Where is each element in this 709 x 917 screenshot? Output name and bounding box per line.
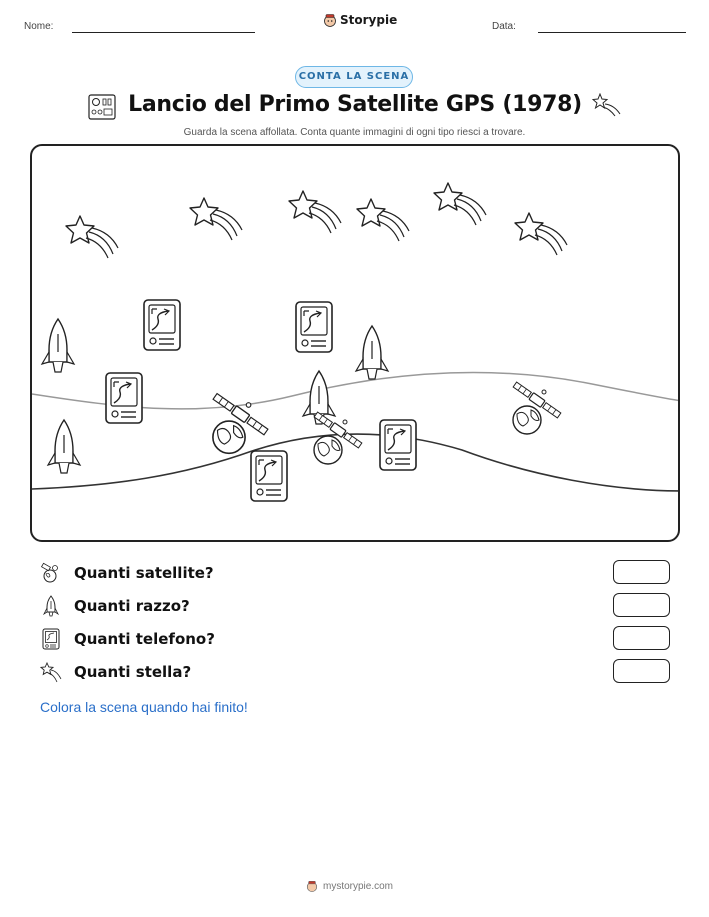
- mascot-icon: [323, 13, 337, 27]
- satellite-icon: [40, 562, 62, 584]
- date-label: Data:: [492, 21, 516, 32]
- scene-frame: [30, 144, 680, 542]
- question-text: Quanti satellite?: [74, 564, 214, 582]
- scene-satellite: [314, 411, 363, 464]
- scene-phone: [251, 451, 287, 501]
- answer-box-star[interactable]: [613, 659, 670, 683]
- star-icon: [40, 661, 62, 683]
- scene-phone: [144, 300, 180, 350]
- scene-star: [289, 191, 341, 233]
- instructions: Guarda la scena affollata. Conta quante immagini di ogni tipo riesci a trovare.: [183, 127, 526, 138]
- question-satellite: [40, 560, 670, 586]
- site-url[interactable]: mystorypie.com: [323, 880, 394, 892]
- page-title: Lancio del Primo Satellite GPS (1978): [128, 92, 582, 117]
- scene-satellite: [212, 393, 268, 454]
- scene-star: [357, 199, 409, 241]
- activity-badge: CONTA LA SCENA: [295, 66, 413, 88]
- scene-rocket: [356, 326, 388, 379]
- scene-phone: [296, 302, 332, 352]
- answer-box-satellite[interactable]: [613, 560, 670, 584]
- date-field-line[interactable]: [538, 32, 686, 33]
- mascot-small-icon: [306, 880, 318, 892]
- scene-star: [515, 213, 567, 255]
- question-rocket: [40, 593, 670, 619]
- question-text: Quanti stella?: [74, 663, 192, 681]
- question-text: Quanti telefono?: [74, 630, 215, 648]
- question-star: [40, 659, 670, 685]
- question-text: Quanti razzo?: [74, 597, 190, 615]
- name-field-line[interactable]: [72, 32, 255, 33]
- question-phone: [40, 626, 670, 652]
- scene-star: [190, 198, 242, 240]
- scene-star: [66, 216, 118, 258]
- scene-star: [434, 183, 486, 225]
- coloring-note: Colora la scena quando hai finito!: [40, 699, 248, 715]
- rocket-icon: [40, 595, 62, 617]
- name-label: Nome:: [24, 21, 54, 32]
- shooting-star-title-icon: [592, 93, 622, 117]
- answer-box-rocket[interactable]: [613, 593, 670, 617]
- scene-phone: [106, 373, 142, 423]
- site-footer: [306, 880, 393, 892]
- scene-rocket: [42, 319, 74, 372]
- scene-satellite: [513, 381, 562, 434]
- brand-logo: [323, 13, 397, 27]
- scene-canvas: [32, 146, 680, 542]
- scene-rocket: [48, 420, 80, 473]
- scene-phone: [380, 420, 416, 470]
- brand-name: Storypie: [340, 13, 398, 27]
- control-panel-icon: [88, 94, 116, 120]
- answer-box-phone[interactable]: [613, 626, 670, 650]
- phone-icon: [40, 628, 62, 650]
